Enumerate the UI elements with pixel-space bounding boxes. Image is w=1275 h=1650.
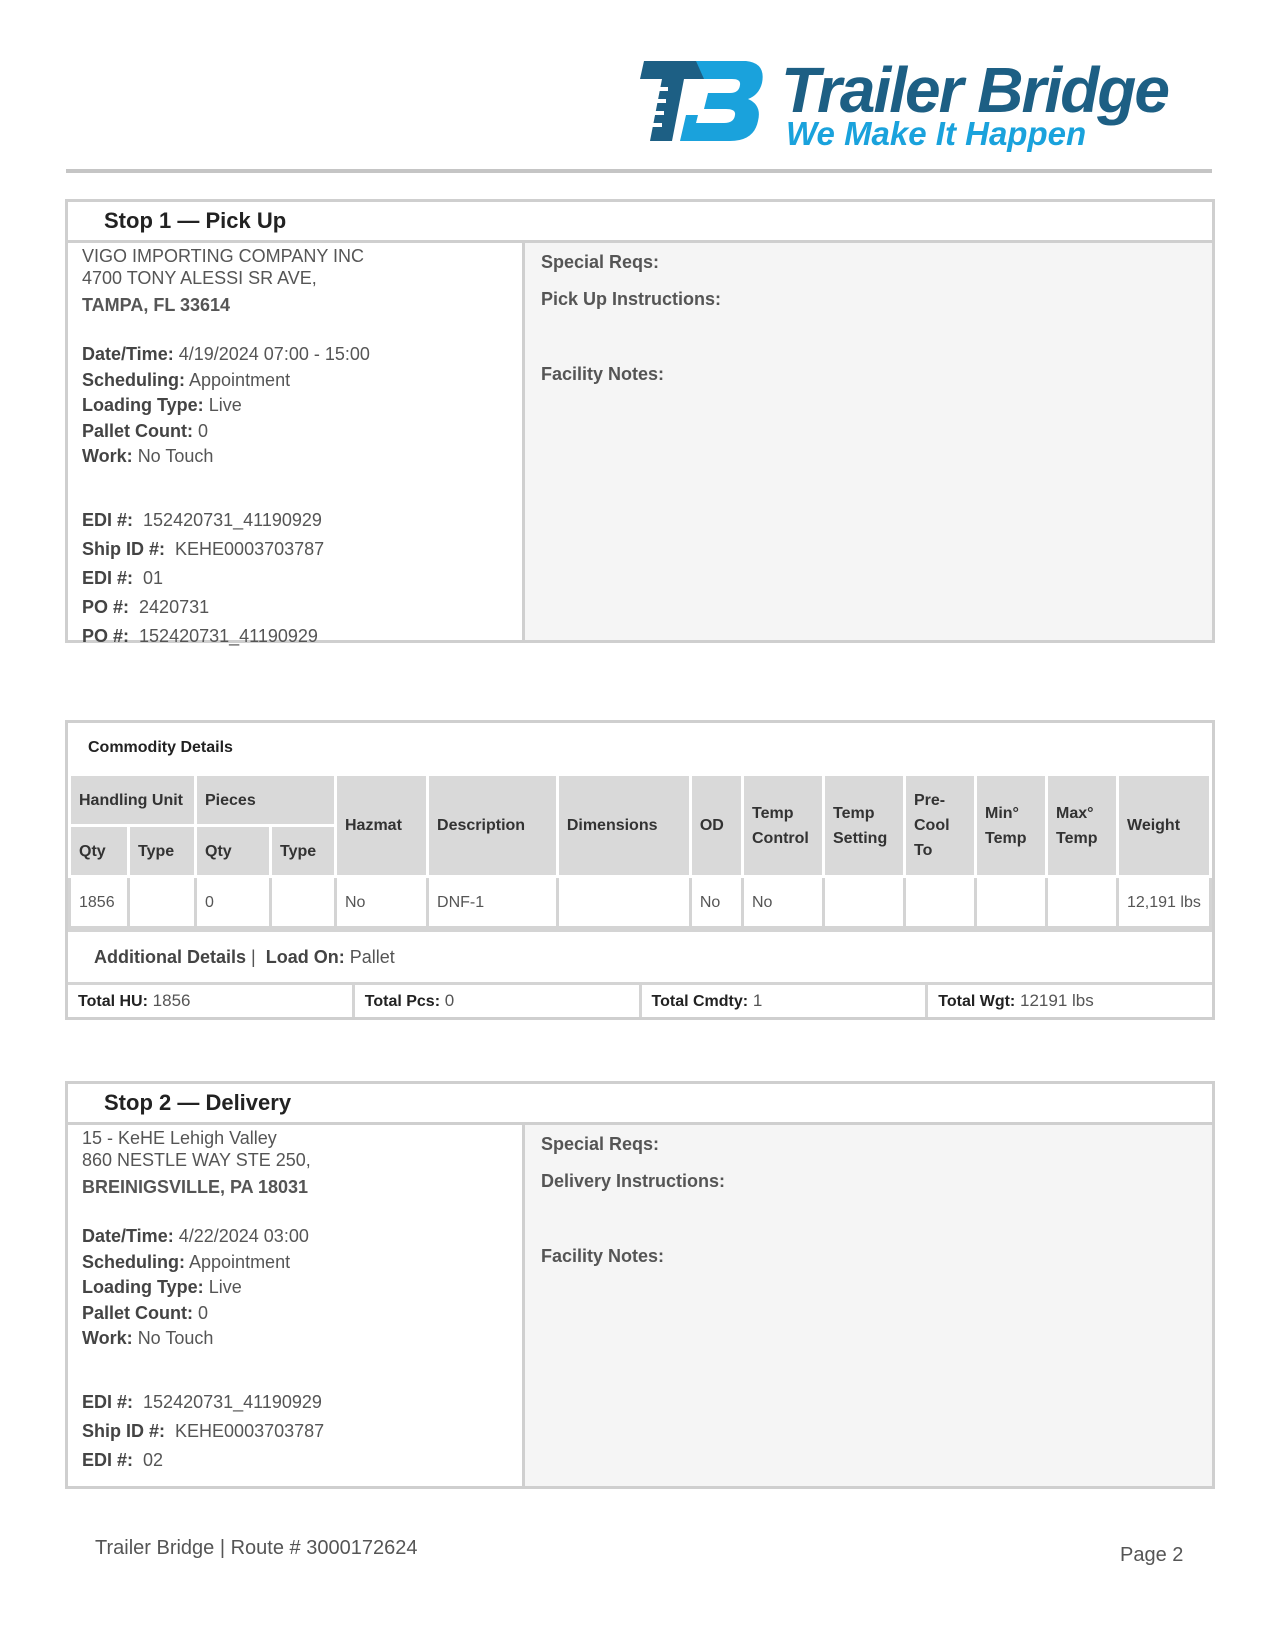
col-pre-cool: Pre-Cool To <box>905 775 976 877</box>
stop-1-company: VIGO IMPORTING COMPANY INC <box>82 246 365 266</box>
col-pcs-qty: Qty <box>196 826 271 877</box>
cell-dimensions <box>557 877 690 928</box>
footer-page-number: Page 2 <box>1120 1544 1184 1566</box>
cell-min-temp <box>976 877 1047 928</box>
cell-temp-control: No <box>743 877 824 928</box>
stop-1-street: 4700 TONY ALESSI SR AVE, <box>82 268 317 288</box>
cell-max-temp <box>1047 877 1118 928</box>
additional-details-separator: | <box>251 947 256 967</box>
stop-2-city: BREINIGSVILLE, PA 18031 <box>82 1177 309 1197</box>
cell-weight: 12,191 lbs <box>1118 877 1211 928</box>
stop-1-instructions: Pick Up Instructions: <box>541 289 722 309</box>
stop-1-ref: EDI #: 01 <box>82 567 164 588</box>
load-on-label: Load On: <box>265 947 345 967</box>
col-temp-control: Temp Control <box>743 775 824 877</box>
col-handling-unit: Handling Unit <box>70 775 196 826</box>
brand-name: Trailer Bridge <box>781 54 1168 126</box>
col-pieces: Pieces <box>196 775 336 826</box>
cell-temp-setting <box>824 877 905 928</box>
col-hu-qty: Qty <box>70 826 129 877</box>
tb-logo-mark-icon <box>638 57 766 145</box>
cell-hu-type <box>129 877 196 928</box>
cell-description: DNF-1 <box>428 877 558 928</box>
stop-1-special-reqs: Special Reqs: <box>541 252 660 272</box>
stop-2-section <box>65 1081 1215 1489</box>
cell-pre-cool <box>905 877 976 928</box>
stop-1-notes-panel <box>525 243 1212 640</box>
total-hu: Total HU: 1856 <box>68 985 355 1017</box>
stop-2-pallet-count: Pallet Count: 0 <box>82 1302 209 1323</box>
stop-2-street: 860 NESTLE WAY STE 250, <box>82 1150 311 1170</box>
stop-1-loading-type: Loading Type: Live <box>82 395 242 415</box>
commodity-table <box>68 773 1212 929</box>
stop-1-facility-notes: Facility Notes: <box>541 364 665 384</box>
totals-row <box>68 982 1212 1017</box>
stop-1-work: Work: No Touch <box>82 446 214 466</box>
col-od: OD <box>690 775 742 877</box>
stop-1-city: TAMPA, FL 33614 <box>82 295 231 315</box>
stop-2-loading-type: Loading Type: Live <box>82 1277 242 1297</box>
stop-2-datetime: Date/Time: 4/22/2024 03:00 <box>82 1226 309 1246</box>
table-row <box>70 877 1211 928</box>
commodity-title: Commodity Details <box>88 739 233 756</box>
stop-1-title: Stop 1 — Pick Up <box>68 202 1212 243</box>
stop-2-special-reqs: Special Reqs: <box>541 1134 660 1154</box>
stop-2-scheduling: Scheduling: Appointment <box>82 1251 291 1272</box>
additional-details-label: Additional Details <box>94 947 247 967</box>
stop-2-facility-notes: Facility Notes: <box>541 1246 665 1266</box>
stop-2-instructions: Delivery Instructions: <box>541 1171 726 1191</box>
stop-1-section <box>65 199 1215 646</box>
cell-od: No <box>690 877 742 928</box>
stop-2-work: Work: No Touch <box>82 1328 214 1348</box>
stop-2-company: 15 - KeHE Lehigh Valley <box>82 1128 277 1148</box>
col-weight: Weight <box>1118 775 1211 877</box>
load-on-value: Pallet <box>349 947 395 967</box>
header-divider <box>66 169 1212 173</box>
stop-1-ref: Ship ID #: KEHE0003703787 <box>82 538 325 559</box>
stop-1-ref: PO #: 152420731_41190929 <box>82 625 318 646</box>
cell-pcs-qty: 0 <box>196 877 271 928</box>
brand-tagline: We Make It Happen <box>786 115 1087 152</box>
stop-1-datetime: Date/Time: 4/19/2024 07:00 - 15:00 <box>82 344 370 364</box>
stop-1-ref: EDI #: 152420731_41190929 <box>82 509 322 530</box>
footer-route: Trailer Bridge | Route # 3000172624 <box>95 1537 418 1559</box>
col-hu-type: Type <box>129 826 196 877</box>
cell-hu-qty: 1856 <box>70 877 129 928</box>
total-cmdty: Total Cmdty: 1 <box>642 985 929 1017</box>
stop-1-scheduling: Scheduling: Appointment <box>82 369 291 390</box>
col-pcs-type: Type <box>271 826 336 877</box>
cell-pcs-type <box>271 877 336 928</box>
stop-2-notes-panel <box>525 1125 1212 1486</box>
col-hazmat: Hazmat <box>336 775 428 877</box>
commodity-details-section <box>65 720 1215 1020</box>
col-max-temp: Max° Temp <box>1047 775 1118 877</box>
additional-details <box>68 929 1212 982</box>
col-dimensions: Dimensions <box>557 775 690 877</box>
trailer-bridge-logo <box>638 52 1198 152</box>
stop-2-ref: Ship ID #: KEHE0003703787 <box>82 1420 325 1441</box>
stop-1-pallet-count: Pallet Count: 0 <box>82 420 209 441</box>
stop-2-title: Stop 2 — Delivery <box>68 1084 1212 1125</box>
col-temp-setting: Temp Setting <box>824 775 905 877</box>
stop-2-ref: EDI #: 02 <box>82 1449 164 1470</box>
total-pcs: Total Pcs: 0 <box>355 985 642 1017</box>
total-wgt: Total Wgt: 12191 lbs <box>938 991 1094 1010</box>
stop-2-ref: EDI #: 152420731_41190929 <box>82 1391 322 1412</box>
stop-1-ref: PO #: 2420731 <box>82 596 210 617</box>
cell-hazmat: No <box>336 877 428 928</box>
stop-2-address-panel <box>68 1125 525 1486</box>
stop-1-address-panel <box>68 243 525 646</box>
col-description: Description <box>428 775 558 877</box>
col-min-temp: Min° Temp <box>976 775 1047 877</box>
